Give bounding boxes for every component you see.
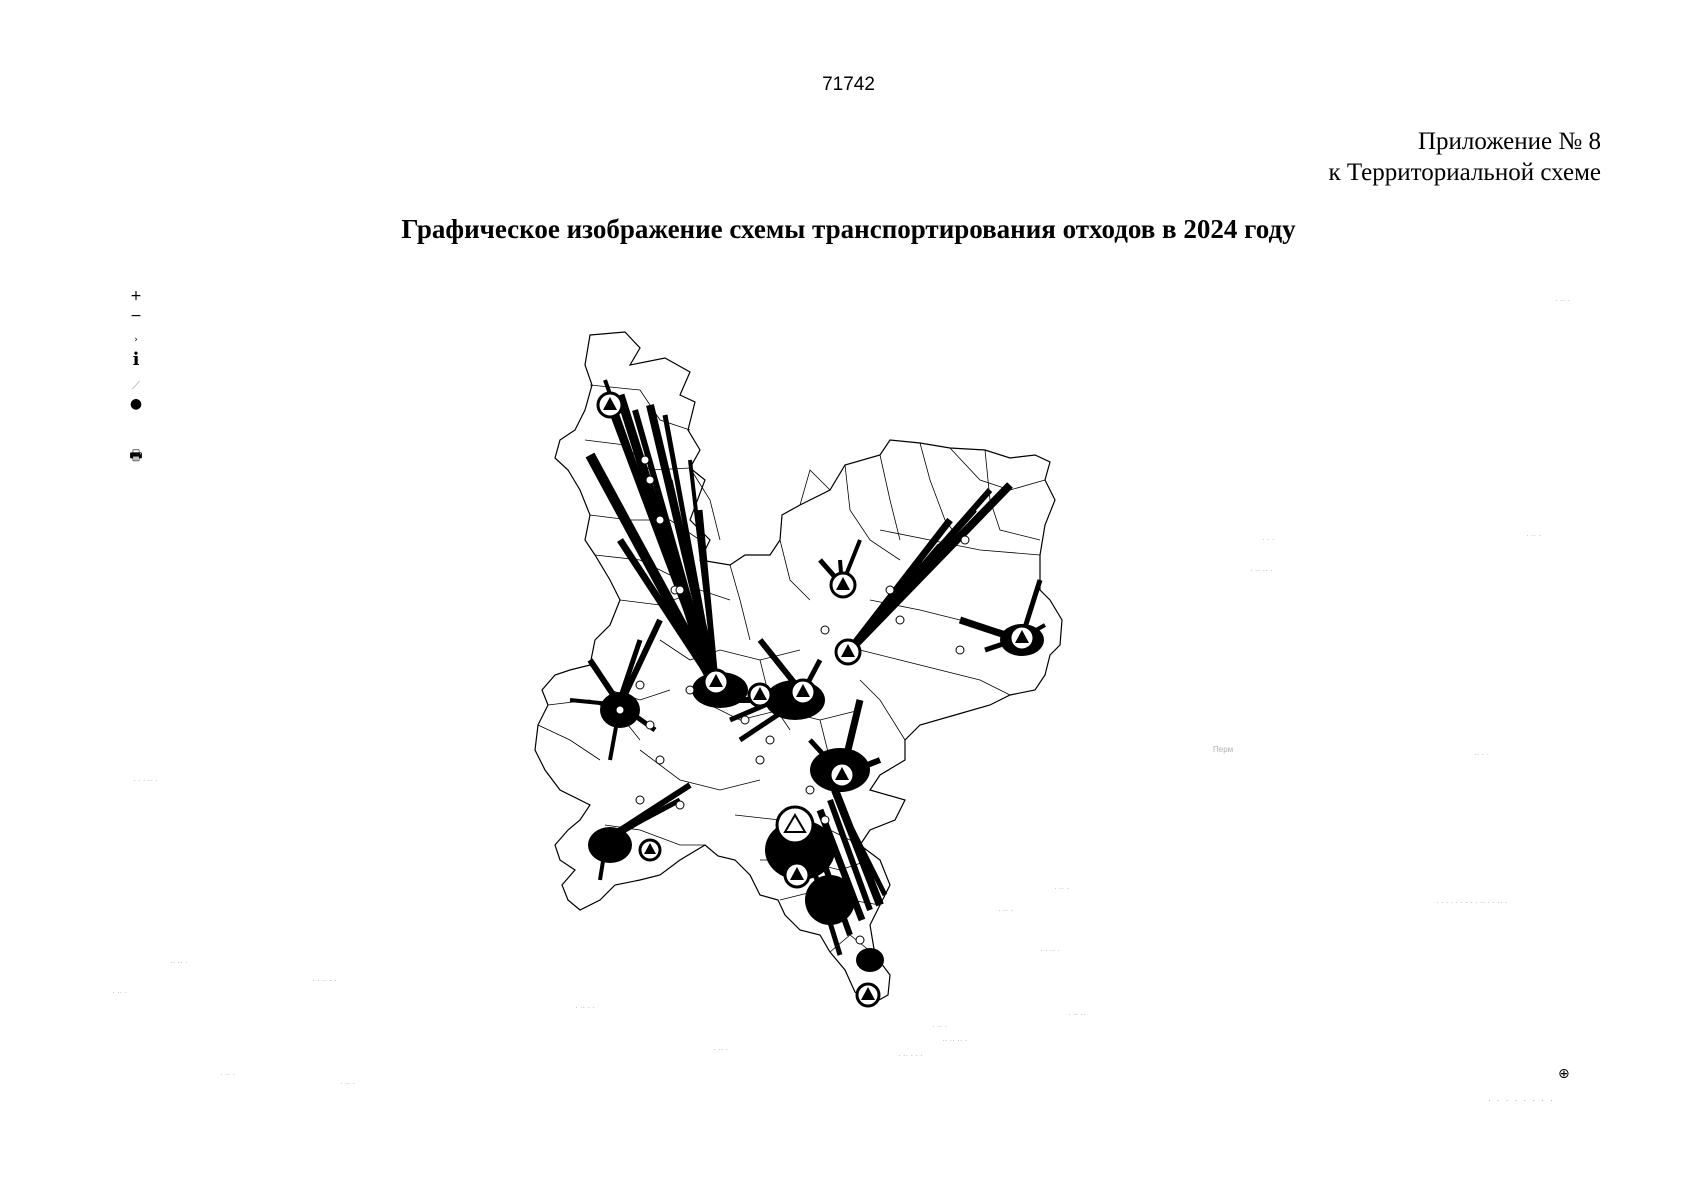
place-label: · ·· ·· ·	[1250, 566, 1273, 575]
waste-facility-icon	[785, 863, 809, 887]
point-icon[interactable]: ●	[129, 396, 143, 412]
waste-facility-icon	[640, 840, 660, 860]
waste-facility-icon	[1010, 626, 1034, 650]
waste-facility-icon	[598, 393, 622, 417]
page-number: 71742	[822, 74, 875, 95]
place-label: · · · · · · · · · ·· · · ·· ·	[1436, 898, 1508, 907]
place-label: · · ·· · ·	[312, 976, 337, 985]
ruler-icon[interactable]: ⟋	[132, 379, 140, 392]
print-icon[interactable]: 🖶	[129, 448, 143, 464]
place-label: · ·· ·	[713, 1045, 729, 1054]
place-label: · ·· ·	[340, 1079, 356, 1088]
place-label: · ·· ·	[1054, 884, 1070, 893]
place-label: · · ·· ·	[1040, 946, 1060, 955]
place-label: · ·· · · ·	[898, 1051, 923, 1060]
locate-icon[interactable]: ⊕	[1558, 1066, 1570, 1082]
place-label: Перм	[1213, 745, 1234, 754]
place-label: · ·· ·	[998, 906, 1014, 915]
waste-facility-icon	[777, 807, 813, 843]
place-label: · ·· ·	[1555, 296, 1571, 305]
place-label: ·· ·· ·	[170, 958, 188, 967]
appendix-line-2: к Территориальной схеме	[1328, 159, 1601, 186]
waste-facility-icon	[749, 684, 771, 706]
place-label: ·· ·· ·· ·	[942, 1036, 968, 1045]
waste-facility-icon	[857, 984, 879, 1006]
info-icon[interactable]: i	[132, 349, 140, 370]
waste-facility-icon	[836, 640, 860, 664]
place-label: · ·· ··	[1068, 1010, 1086, 1019]
document-title: Графическое изображение схемы транспортирования отходов в 2024 году	[401, 214, 1296, 244]
place-label: · ·· · ·	[575, 1003, 595, 1012]
place-label: · ·· ·	[1526, 531, 1542, 540]
waste-facility-icon	[704, 670, 728, 694]
place-label: · · ·	[1262, 535, 1275, 544]
place-label: ·· · ·	[1474, 750, 1490, 759]
place-label: · · · ·· ·	[133, 776, 158, 785]
zoom-out-icon[interactable]: −	[130, 308, 142, 324]
zoom-in-icon[interactable]: +	[130, 288, 142, 304]
appendix-line-1: Приложение № 8	[1417, 128, 1601, 155]
waste-facility-icon	[831, 573, 855, 597]
scale-bar: · · · · · · · ·	[1488, 1096, 1555, 1105]
place-label: · ·· ·	[220, 1070, 236, 1079]
waste-facility-icon	[791, 680, 815, 704]
region-outline	[535, 332, 1062, 1005]
place-label: · ·· ·	[112, 988, 128, 997]
arrow-icon[interactable]: ›	[134, 335, 138, 345]
waste-facility-icon	[830, 763, 854, 787]
place-label: · ·· ·	[932, 1022, 948, 1031]
